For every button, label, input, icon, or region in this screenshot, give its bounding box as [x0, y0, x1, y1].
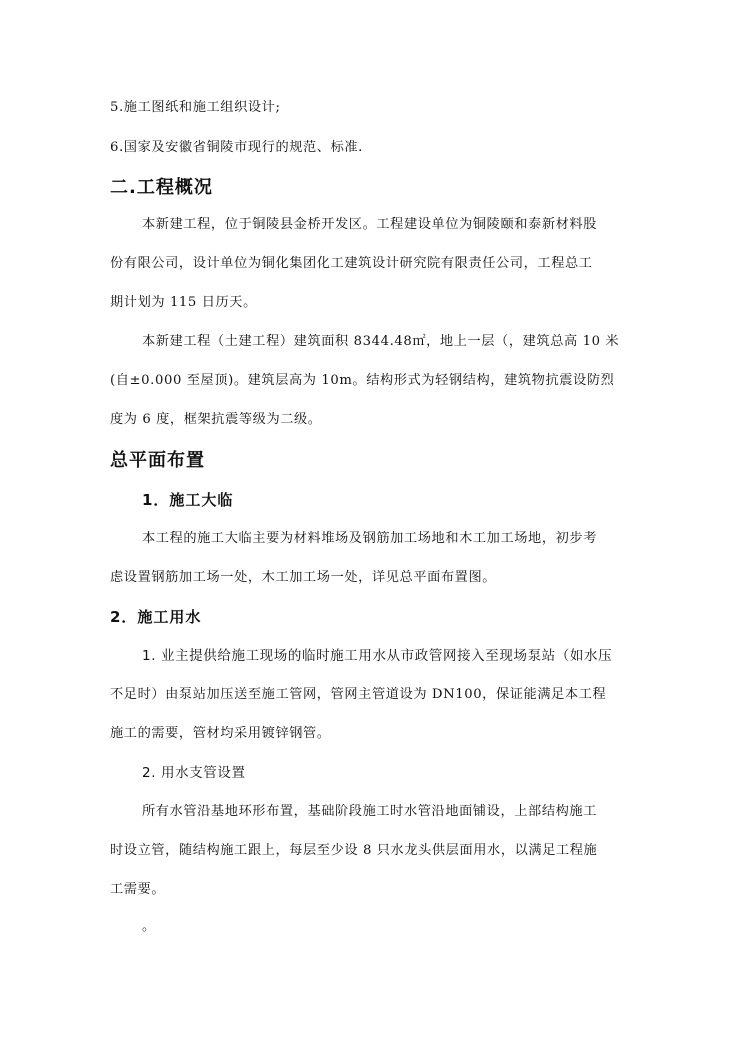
overview-para2-line2: (自±0.000 至屋顶)。建筑层高为 10m。结构形式为轻钢结构，建筑物抗震设防烈 — [110, 373, 615, 388]
list-item-6: 6.国家及安徽省铜陵市现行的规范、标准. — [110, 140, 363, 155]
overview-para2-line1: 本新建工程（土建工程）建筑面积 8344.48㎡，地上一层（，建筑总高 10 米 — [142, 334, 620, 349]
water-item1-line3: 施工的需要，管材均采用镀锌钢管。 — [110, 726, 331, 741]
overview-para2-line3: 度为 6 度，框架抗震等级为二级。 — [110, 412, 322, 427]
overview-para1-line3: 期计划为 115 日历天。 — [110, 295, 257, 310]
water-item2-line2: 时设立管，随结构施工跟上，每层至少设 8 只水龙头供层面用水，以满足工程施 — [110, 843, 598, 858]
overview-para1-line1: 本新建工程，位于铜陵县金桥开发区。工程建设单位为铜陵颐和泰新材料股 — [142, 217, 597, 232]
water-item2-heading: 2. 用水支管设置 — [142, 765, 246, 781]
section-heading-overview: 二.工程概况 — [110, 177, 213, 198]
water-item2-line1: 所有水管沿基地环形布置，基础阶段施工时水管沿地面铺设，上部结构施工 — [142, 804, 597, 819]
water-item2-line3: 工需要。 — [110, 882, 166, 897]
subheading-temporary-facilities: 1．施工大临 — [142, 491, 234, 509]
water-item1-line2: 不足时）由泵站加压送至施工管网，管网主管道设为 DN100，保证能满足本工程 — [110, 687, 607, 702]
water-item1-line1: 1. 业主提供给施工现场的临时施工用水从市政管网接入至现场泵站（如水压 — [142, 648, 613, 664]
subheading-construction-water: 2．施工用水 — [110, 608, 202, 626]
overview-para1-line2: 份有限公司，设计单位为铜化集团化工建筑设计研究院有限责任公司，工程总工 — [110, 256, 593, 271]
facilities-line2: 虑设置钢筋加工场一处，木工加工场一处，详见总平面布置图。 — [110, 570, 497, 585]
section-heading-layout: 总平面布置 — [110, 450, 205, 471]
facilities-line1: 本工程的施工大临主要为材料堆场及钢筋加工场地和木工加工场地，初步考 — [142, 531, 597, 546]
list-item-5: 5.施工图纸和施工组织设计; — [110, 100, 281, 115]
trailing-mark: 。 — [142, 919, 156, 934]
